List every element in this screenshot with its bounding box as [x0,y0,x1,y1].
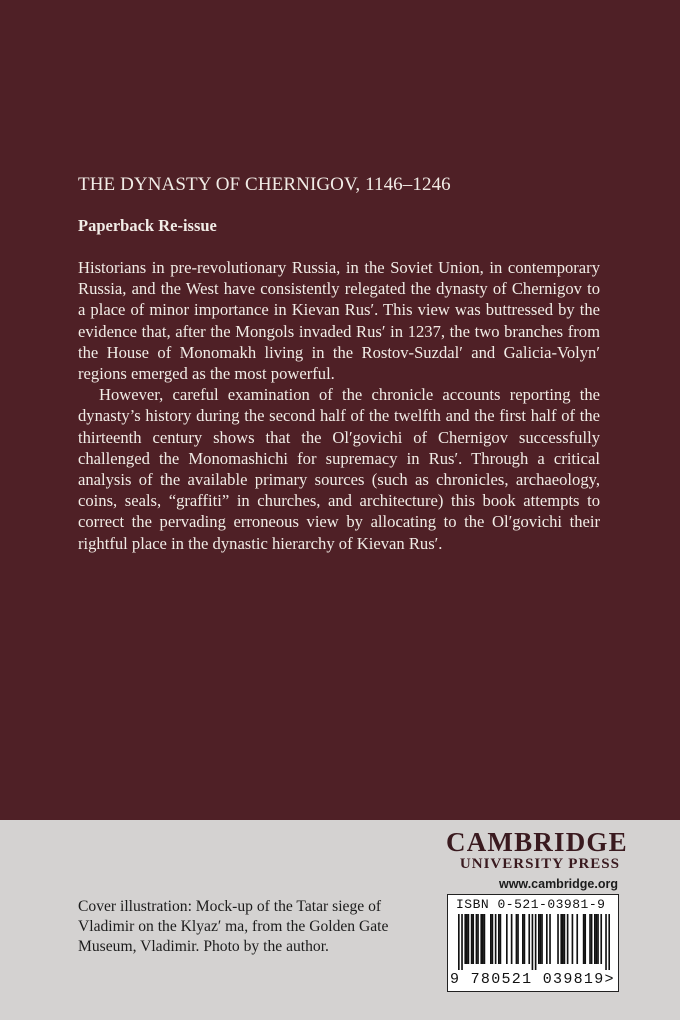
barcode-bar [535,914,537,970]
barcode-bar [516,914,518,964]
barcode-bar [484,914,486,964]
barcode-bar [532,914,534,970]
cover-illustration-caption: Cover illustration: Mock-up of the Tatar siege of Vladimir on the Klyaz′ ma, from the Golden Gate Museum, Vladimir. Photo by the author. [78,898,389,955]
barcode-bar [589,914,591,964]
barcode-bar [517,914,519,964]
barcode-bar [528,914,530,964]
barcode-bar [567,914,569,964]
barcode-bar [560,914,562,964]
barcode-bar [540,914,542,964]
barcode-bar [461,914,463,970]
barcode-bar [591,914,593,964]
isbn-label: ISBN 0-521-03981-9 [456,897,606,912]
barcode-bar [538,914,540,964]
barcode-bar [524,914,526,964]
barcode-bar [564,914,566,964]
barcode-bar [477,914,479,964]
barcode-bar [500,914,502,964]
barcode-bar [480,914,482,964]
barcode-bar [522,914,524,964]
barcode-bar [605,914,607,970]
barcode-bar [506,914,508,964]
barcode-bar [600,914,602,964]
barcode-bar [584,914,586,964]
barcode-bar [490,914,492,964]
barcode-bar [594,914,596,964]
edition-label: Paperback Re-issue [78,216,217,235]
barcode-icon [458,914,610,970]
barcode-bar [541,914,543,964]
publisher-name: CAMBRIDGE [446,827,628,857]
description-paragraph-2: However, careful examination of the chronicle accounts reporting the dynasty’s history during the second half of the twelfth and the first half of the thirteenth century shows that the Ol′govichi of Chernigov successfully challenged the Monomashichi for supremacy in Rus′. Through a critical analysis of the available primary sources (such as chronicles, archaeology, coins, seals, “graffiti” in churches, and architecture) this book attempts to correct the pervading erroneous view by allocating to the Ol′govichi their rightful place in the dynastic hierarchy of Kievan Rus′. [78,385,600,553]
barcode-panel [447,894,619,992]
barcode-bar [557,914,559,964]
barcode-bar [596,914,598,964]
barcode-bar [492,914,494,964]
ean-digits: 9 780521 039819> [450,971,615,988]
publisher-logo [446,827,628,873]
barcode-bar [576,914,578,964]
barcode-bar [498,914,500,964]
book-description [78,257,600,554]
barcode-bar [583,914,585,964]
barcode-bar [464,914,466,964]
barcode-bar [471,914,473,964]
barcode-bar [562,914,564,964]
barcode-bar [466,914,468,964]
barcode-bar [546,914,548,964]
publisher-website: www.cambridge.org [498,877,618,891]
book-title: THE DYNASTY OF CHERNIGOV, 1146–1246 [78,174,451,195]
barcode-bar [572,914,574,964]
barcode-bar [472,914,474,964]
barcode-bar [495,914,497,964]
barcode-bar [549,914,551,964]
barcode-bar [511,914,513,964]
barcode-bar [597,914,599,964]
barcode-bar [608,914,610,970]
barcode-bar [468,914,470,964]
barcode-bar [482,914,484,964]
barcode-bar [476,914,478,964]
publisher-subname: UNIVERSITY PRESS [459,856,620,872]
back-cover-lower-panel [0,820,680,1020]
description-paragraph-1: Historians in pre-revolutionary Russia, in the Soviet Union, in contemporary Russia, and the West have consistently relegated the dynasty of Chernigov to a place of minor importance in Kievan Rus′. This view was buttressed by the evidence that, after the Mongols invaded Rus′ in 1237, the two branches from the House of Monomakh living in the Rostov-Suzdal′ and Galicia-Volyn′ regions emerged as the most powerful. [78,258,600,384]
barcode-bar [458,914,460,970]
